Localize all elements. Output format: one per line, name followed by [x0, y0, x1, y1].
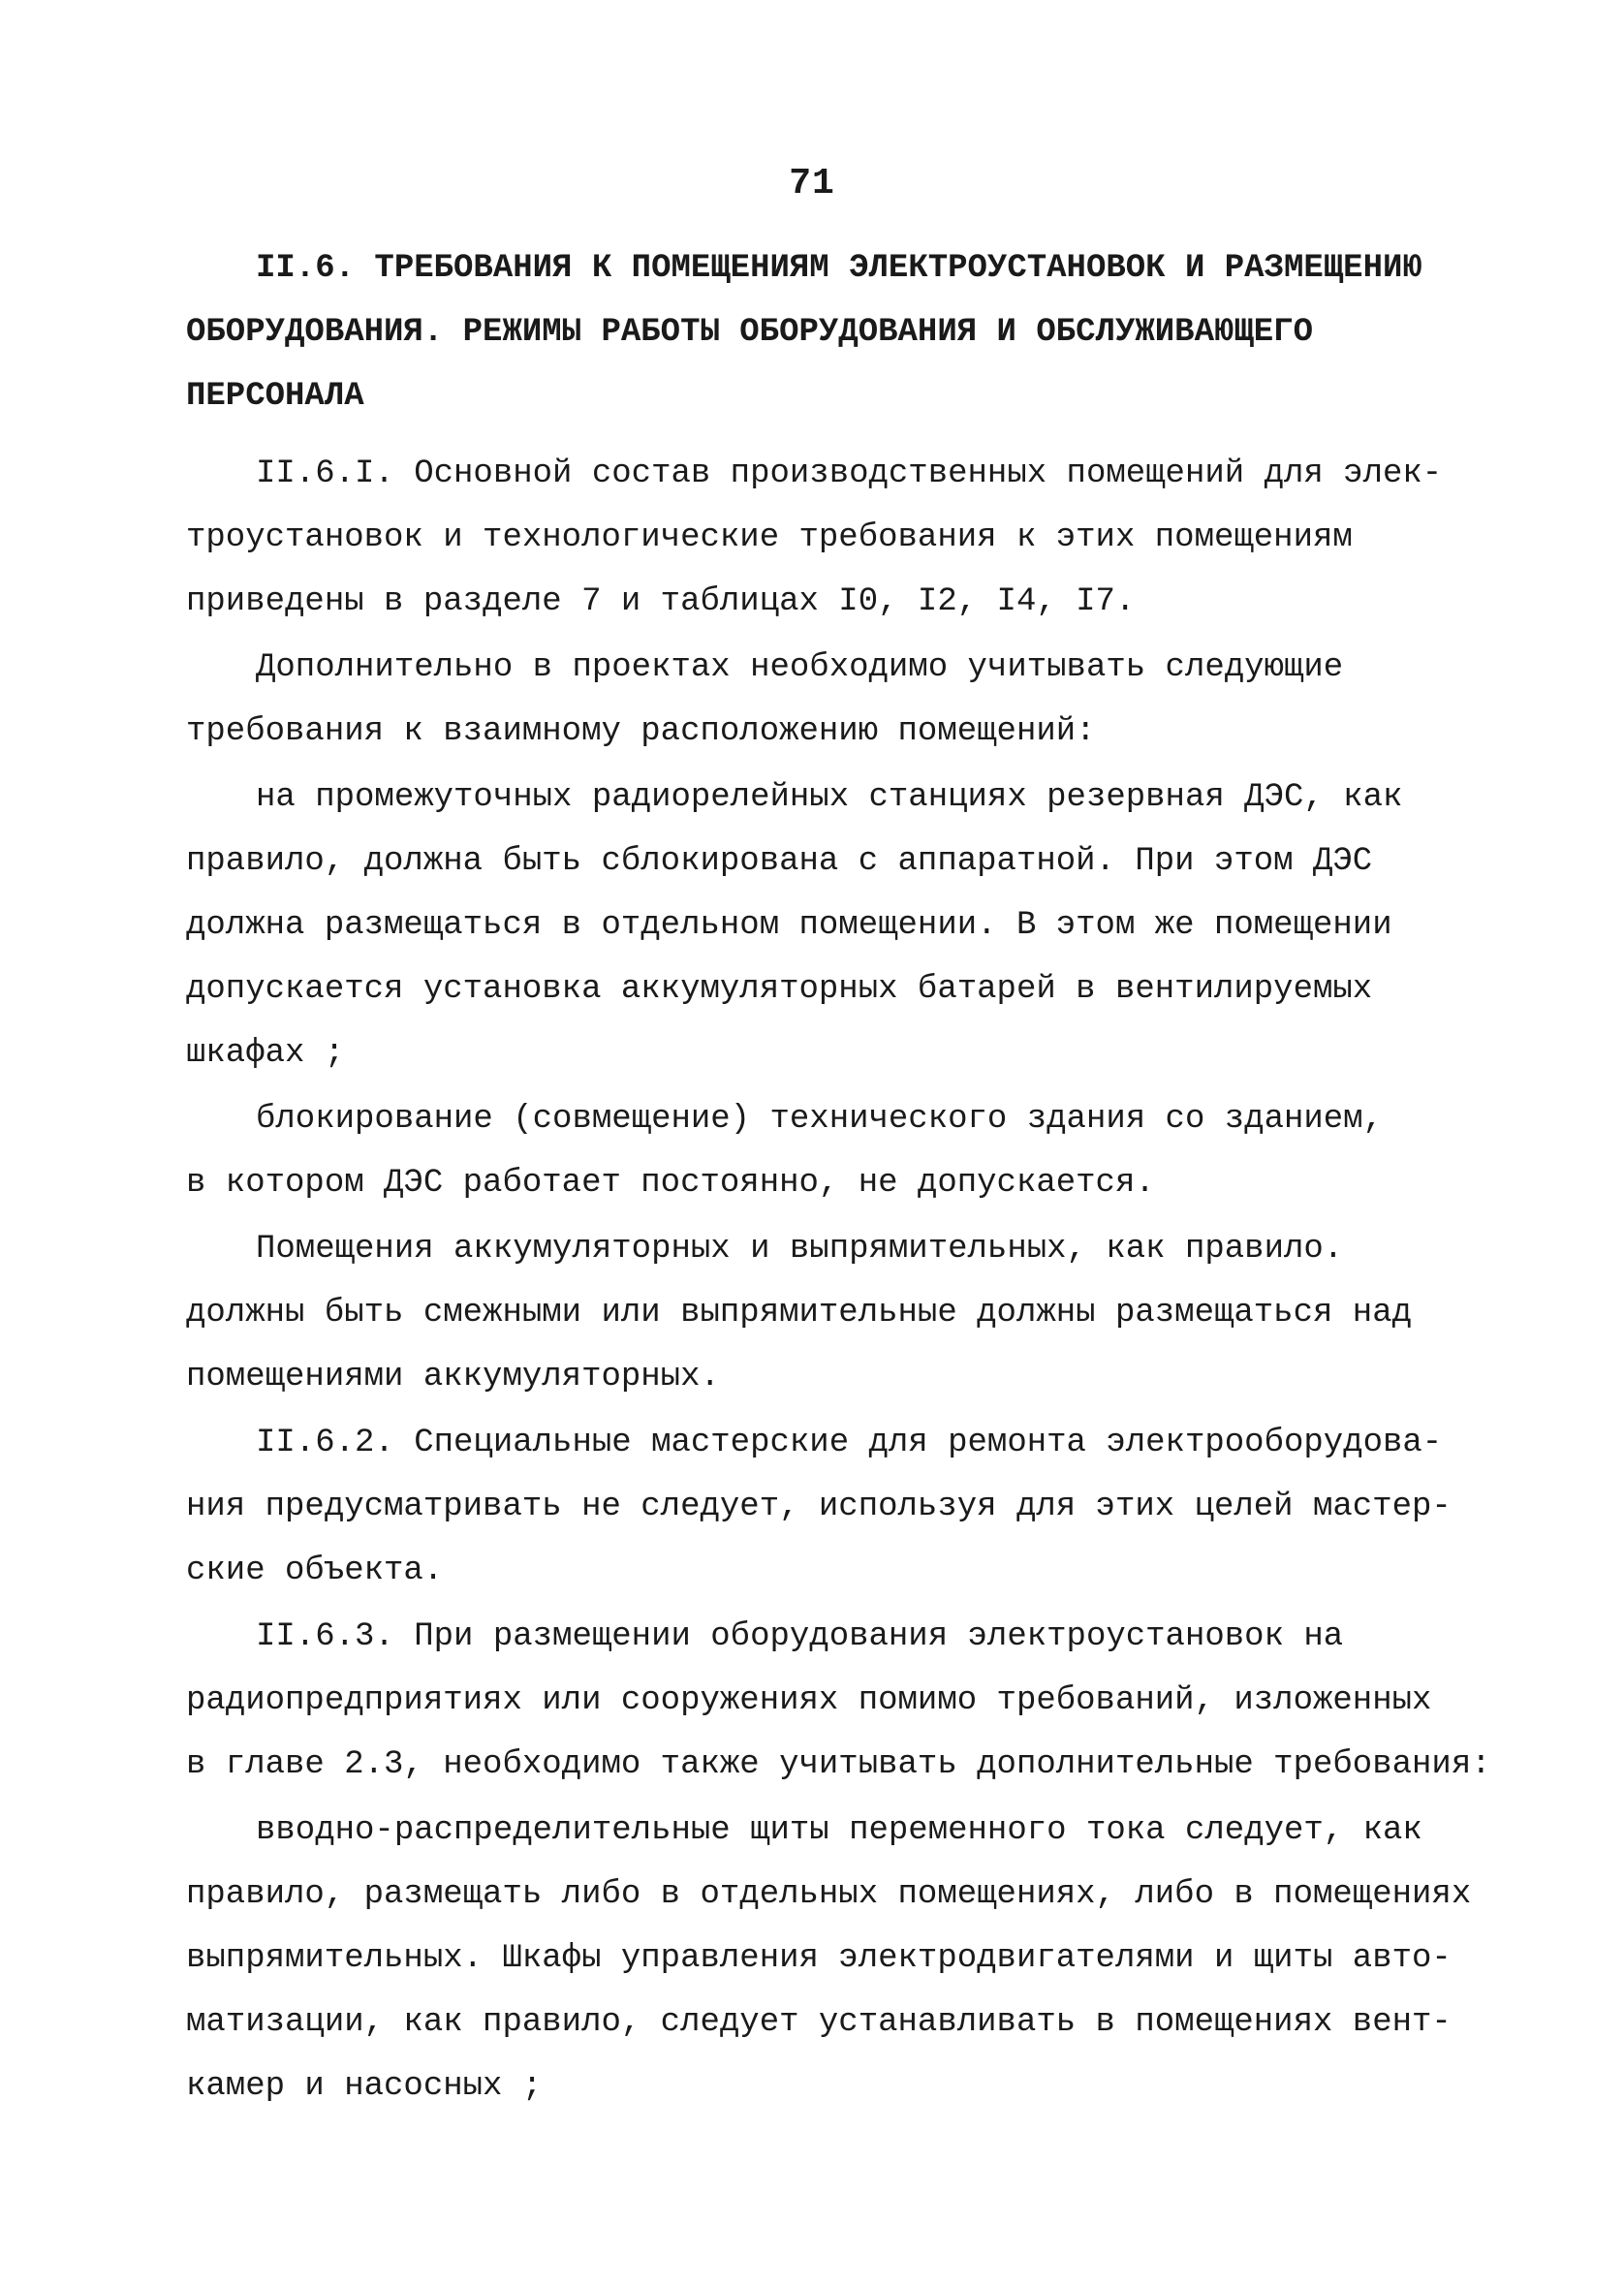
text-line: II.6.3. При размещении оборудования электроустановок на: [256, 1618, 1344, 1655]
text-line: должна размещаться в отдельном помещении. В этом же помещении: [186, 907, 1392, 944]
text-line: выпрямительных. Шкафы управления электродвигателями и щиты авто-: [186, 1940, 1452, 1977]
text-line: блокирование (совмещение) технического здания со зданием,: [256, 1101, 1383, 1138]
heading-line: ПЕРСОНАЛА: [186, 378, 364, 415]
text-line: Дополнительно в проектах необходимо учитывать следующие: [256, 649, 1344, 686]
paragraph-battery-rooms: [186, 1217, 1484, 1409]
text-line: ские объекта.: [186, 1552, 444, 1589]
text-line: помещениями аккумуляторных.: [186, 1359, 720, 1395]
text-line: камер и насосных ;: [186, 2068, 543, 2105]
text-line: матизации, как правило, следует устанавливать в помещениях вент-: [186, 2004, 1452, 2041]
text-line: троустановок и технологические требования к этих помещениям: [186, 519, 1353, 556]
text-line: приведены в разделе 7 и таблицах I0, I2, I4, I7.: [186, 583, 1136, 620]
paragraph-distribution-boards: [186, 1799, 1484, 2118]
text-line: правило, размещать либо в отдельных помещениях, либо в помещениях: [186, 1876, 1472, 1913]
text-line: требования к взаимному расположению помещений:: [186, 713, 1096, 750]
paragraph-blocking: [186, 1087, 1484, 1215]
paragraph-11-6-1: [186, 442, 1484, 634]
text-line: шкафах ;: [186, 1035, 345, 1072]
text-line: ния предусматривать не следует, используя для этих целей мастер-: [186, 1489, 1452, 1525]
text-line: Помещения аккумуляторных и выпрямительных, как правило.: [256, 1231, 1344, 1268]
text-line: радиопредприятиях или сооружениях помимо требований, изложенных: [186, 1682, 1432, 1719]
heading-line: II.6. ТРЕБОВАНИЯ К ПОМЕЩЕНИЯМ ЭЛЕКТРОУСТАНОВОК И РАЗМЕЩЕНИЮ: [256, 250, 1422, 287]
text-line: в главе 2.3, необходимо также учитывать дополнительные требования:: [186, 1746, 1491, 1783]
paragraph-11-6-3: [186, 1605, 1491, 1797]
text-line: на промежуточных радиорелейных станциях резервная ДЭС, как: [256, 779, 1403, 816]
paragraph-relay-stations: [186, 766, 1484, 1085]
text-line: правило, должна быть сблокирована с аппаратной. При этом ДЭС: [186, 843, 1373, 880]
text-line: II.6.I. Основной состав производственных помещений для элек-: [256, 455, 1443, 492]
paragraph-11-6-2: [186, 1411, 1484, 1603]
page-number: 71: [789, 163, 835, 204]
text-line: в котором ДЭС работает постоянно, не допускается.: [186, 1165, 1155, 1202]
heading-line: ОБОРУДОВАНИЯ. РЕЖИМЫ РАБОТЫ ОБОРУДОВАНИЯ И ОБСЛУЖИВАЮЩЕГО: [186, 314, 1313, 351]
body-text: [186, 442, 1491, 2120]
text-line: допускается установка аккумуляторных батарей в вентилируемых: [186, 971, 1373, 1008]
text-line: II.6.2. Специальные мастерские для ремонта электрооборудова-: [256, 1425, 1443, 1461]
text-line: должны быть смежными или выпрямительные должны размещаться над: [186, 1295, 1413, 1332]
text-line: вводно-распределительные щиты переменного тока следует, как: [256, 1812, 1422, 1849]
section-heading: [186, 236, 1484, 428]
paragraph-additional-requirements: [186, 636, 1484, 764]
